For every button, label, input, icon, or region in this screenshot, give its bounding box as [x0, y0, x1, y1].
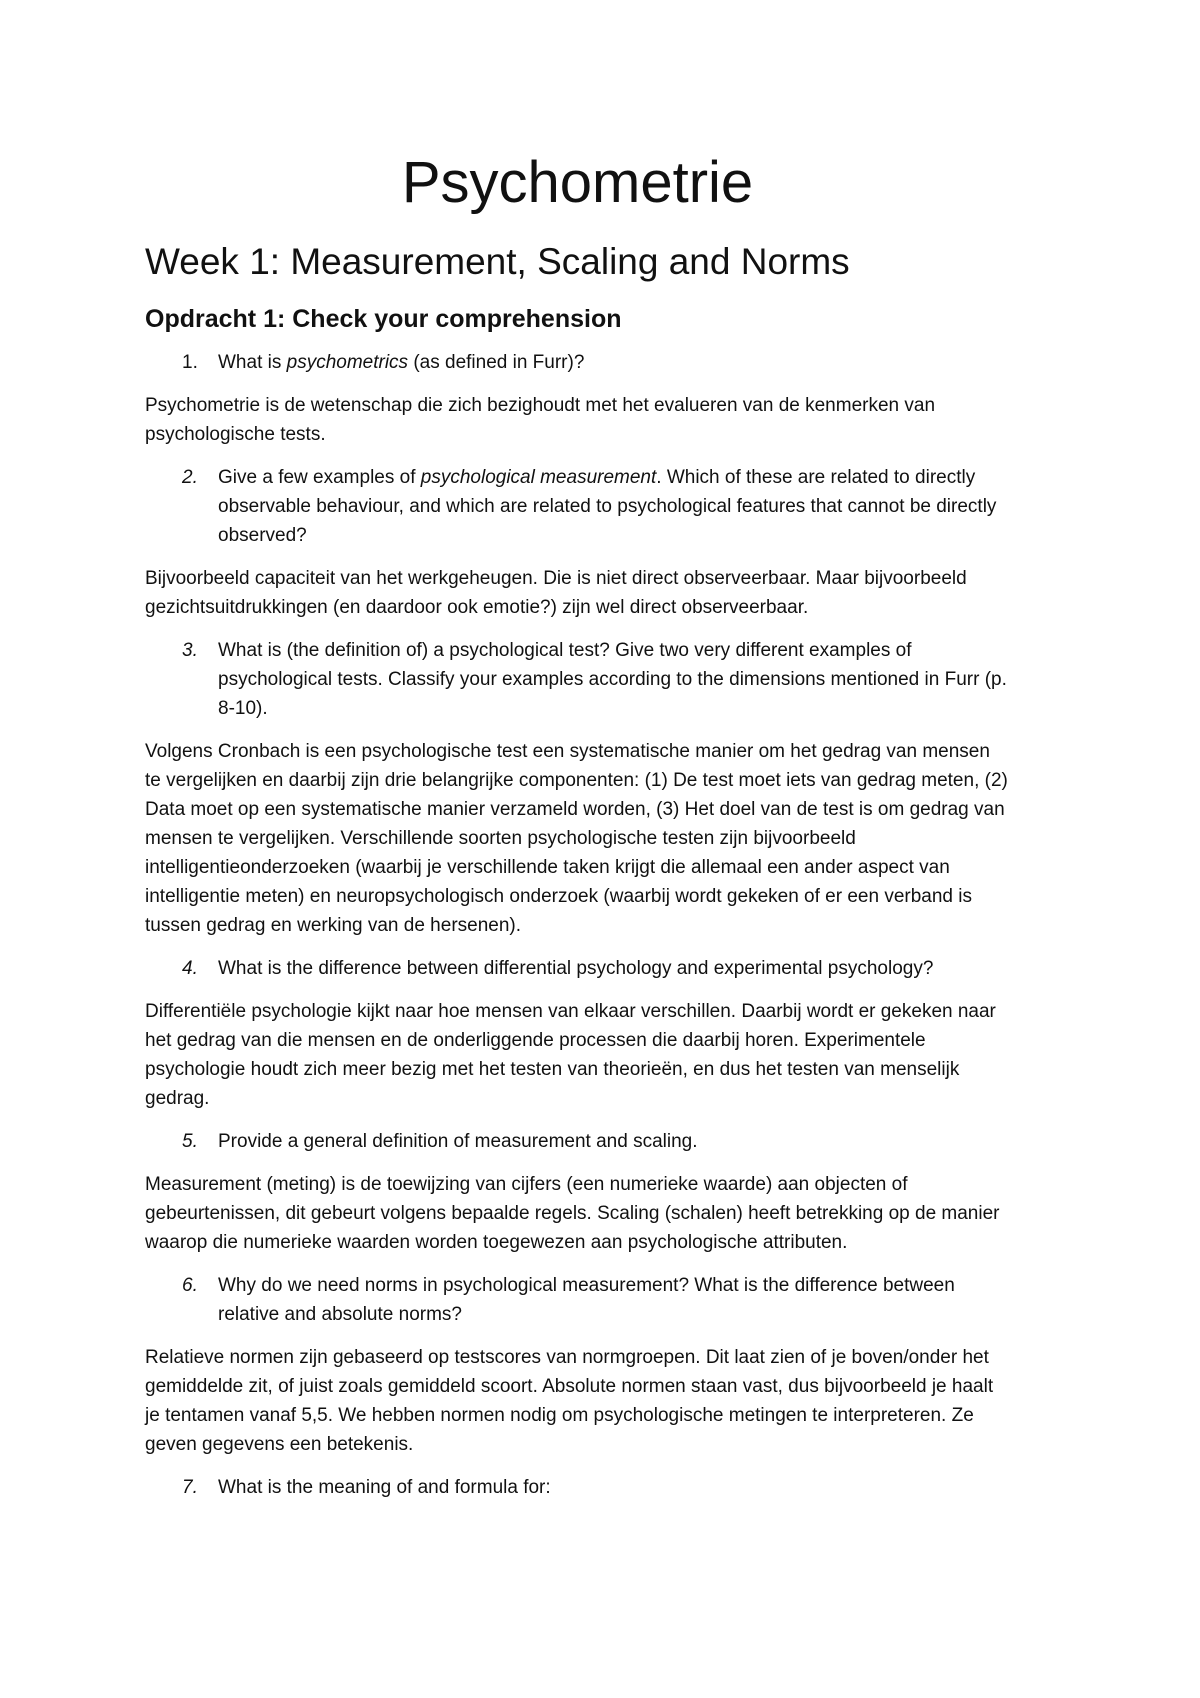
- week-heading: Week 1: Measurement, Scaling and Norms: [145, 241, 850, 282]
- question-number: 1.: [182, 352, 198, 373]
- question-4: [145, 954, 1010, 983]
- question-6: [145, 1271, 1010, 1329]
- answer-3: Volgens Cronbach is een psychologische test een systematische manier om het gedrag van mensen te vergelijken en daarbij zijn drie belangrijke componenten: (1) De test moet iets van gedrag meten, (2) Data moet op een systematische manier verzameld worden, (3) Het doel van de test is om gedrag van mensen te vergelijken. Verschillende soorten psychologische testen zijn bijvoorbeeld intelligentieonderzoeken (waarbij je verschillende taken krijgt die allemaal een ander aspect van intelligentie meten) en neuropsychologisch onderzoek (waarbij wordt gekeken of er een verband is tussen gedrag en werking van de hersenen).: [145, 741, 1008, 936]
- answer-5: Measurement (meting) is de toewijzing van cijfers (een numerieke waarde) aan objecten of gebeurtenissen, dit gebeurt volgens bepaalde regels. Scaling (schalen) heeft betrekking op de manier waarop die numerieke waarden worden toegewezen aan psychologische attributen.: [145, 1174, 1000, 1253]
- question-text: What is the difference between differential psychology and experimental psychology?: [218, 958, 934, 979]
- question-text: What is the meaning of and formula for:: [218, 1477, 551, 1498]
- question-3: [145, 636, 1010, 723]
- question-term: psychometrics: [286, 352, 409, 373]
- question-text: Provide a general definition of measurement and scaling.: [218, 1131, 698, 1152]
- question-number: 5.: [182, 1131, 198, 1152]
- question-text: What is (the definition of) a psychological test? Give two very different examples of psychological tests. Classify your examples according to the dimensions mentioned in Furr (p. 8-10).: [218, 640, 1007, 719]
- question-number: 4.: [182, 958, 198, 979]
- question-text: . Which of these are related to directly observable behaviour, and which are related to psychological features that cannot be directly observed?: [218, 467, 997, 546]
- question-1: [145, 348, 1010, 377]
- answer-2: Bijvoorbeeld capaciteit van het werkgeheugen. Die is niet direct observeerbaar. Maar bijvoorbeeld gezichtsuitdrukkingen (en daardoor ook emotie?) zijn wel direct observeerbaar.: [145, 568, 967, 618]
- question-text: What is: [218, 352, 287, 373]
- answer-1: Psychometrie is de wetenschap die zich bezighoudt met het evalueren van de kenmerken van psychologische tests.: [145, 395, 936, 445]
- question-number: 3.: [182, 640, 198, 661]
- question-5: [145, 1127, 1010, 1156]
- answer-6: Relatieve normen zijn gebaseerd op testscores van normgroepen. Dit laat zien of je boven/onder het gemiddelde zit, of juist zoals gemiddeld scoort. Absolute normen staan vast, dus bijvoorbeeld je haalt je tentamen vanaf 5,5. We hebben normen nodig om psychologische metingen te interpreteren. Ze geven gegevens een betekenis.: [145, 1347, 994, 1455]
- question-7: [145, 1473, 1010, 1502]
- question-term: psychological measurement: [420, 467, 657, 488]
- document-title: Psychometrie: [401, 150, 754, 215]
- question-text: Why do we need norms in psychological measurement? What is the difference between relative and absolute norms?: [218, 1275, 955, 1325]
- question-number: 6.: [182, 1275, 198, 1296]
- assignment-heading: Opdracht 1: Check your comprehension: [145, 305, 622, 333]
- question-number: 7.: [182, 1477, 198, 1498]
- question-text: Give a few examples of: [218, 467, 421, 488]
- answer-4: Differentiële psychologie kijkt naar hoe mensen van elkaar verschillen. Daarbij wordt er gekeken naar het gedrag van die mensen en de onderliggende processen die daarbij horen. Experimentele psychologie houdt zich meer bezig met het testen van theorieën, en dus het testen van menselijk gedrag.: [145, 1001, 996, 1109]
- question-number: 2.: [182, 467, 198, 488]
- question-text: (as defined in Furr)?: [408, 352, 585, 373]
- question-2: [145, 463, 1010, 550]
